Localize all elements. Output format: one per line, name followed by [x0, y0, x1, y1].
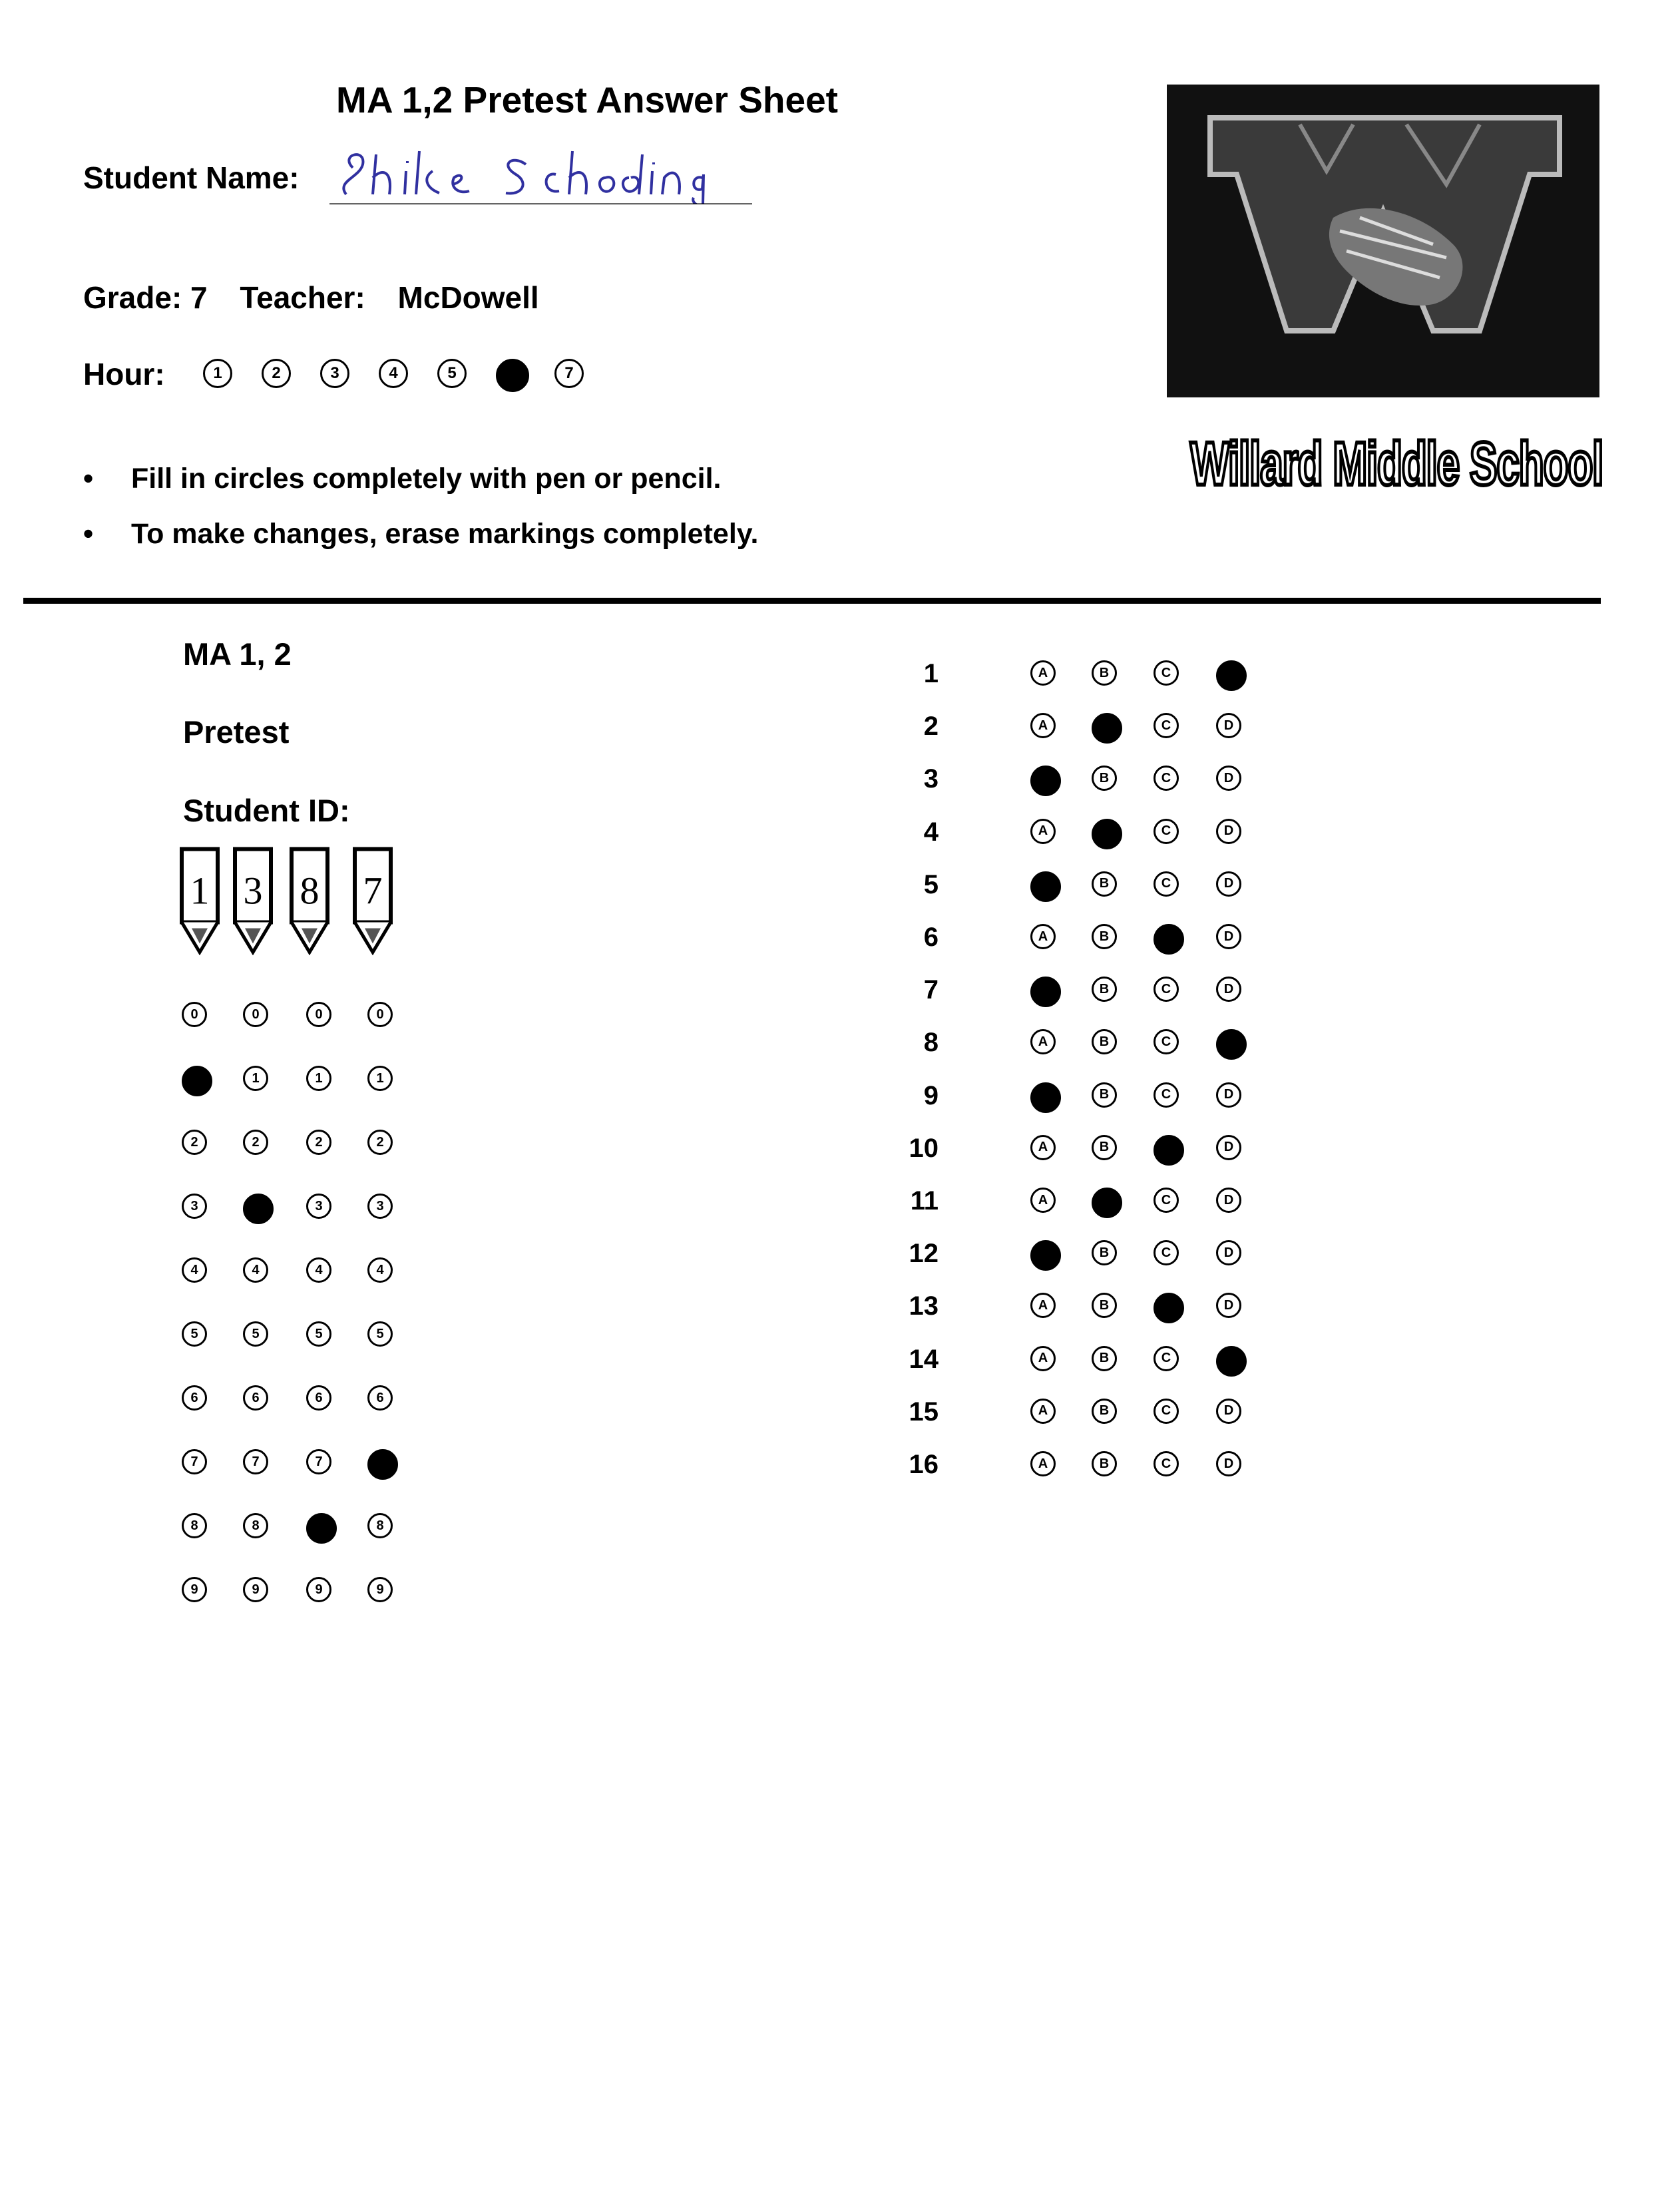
answer-bubble-11-a[interactable]: A	[1030, 1188, 1056, 1213]
teacher-label: Teacher:	[240, 280, 365, 315]
answer-bubble-4-c[interactable]: C	[1154, 819, 1179, 844]
answer-bubble-5-d[interactable]: D	[1216, 871, 1241, 897]
student-id-digit: 1	[190, 869, 210, 913]
answer-bubble-5-c[interactable]: C	[1154, 871, 1179, 897]
answer-bubble-4-d[interactable]: D	[1216, 819, 1241, 844]
answer-bubble-15-b[interactable]: B	[1092, 1399, 1117, 1424]
school-logo-image	[1167, 85, 1599, 397]
student-id-bubble-1-8[interactable]: 8	[182, 1513, 207, 1538]
school-name-logo	[1183, 418, 1609, 501]
student-id-digit: 8	[300, 869, 319, 913]
student-id-box[interactable]	[180, 845, 220, 955]
student-id-bubble-1-4[interactable]: 4	[182, 1257, 207, 1283]
answer-bubble-16-d[interactable]: D	[1216, 1451, 1241, 1476]
student-id-digit: 7	[363, 869, 383, 913]
answer-bubble-3-c[interactable]: C	[1154, 766, 1179, 791]
answer-bubble-2-c[interactable]: C	[1154, 713, 1179, 738]
question-number: 8	[923, 1028, 939, 1058]
student-id-bubble-4-7[interactable]: 7	[367, 1449, 398, 1480]
answer-bubble-4-b[interactable]: B	[1092, 819, 1122, 849]
answer-bubble-6-d[interactable]: D	[1216, 924, 1241, 949]
student-id-bubble-3-7[interactable]: 7	[306, 1449, 331, 1474]
answer-bubble-4-a[interactable]: A	[1030, 819, 1056, 844]
student-id-digit: 3	[243, 869, 263, 913]
answer-bubble-10-c[interactable]: C	[1154, 1135, 1184, 1166]
student-id-bubble-2-2[interactable]: 2	[243, 1130, 268, 1155]
answer-bubble-1-d[interactable]: D	[1216, 660, 1247, 691]
answer-bubble-5-b[interactable]: B	[1092, 871, 1117, 897]
answer-bubble-3-b[interactable]: B	[1092, 766, 1117, 791]
bullet-icon: •	[83, 518, 94, 550]
answer-bubble-6-a[interactable]: A	[1030, 924, 1056, 949]
answer-bubble-13-d[interactable]: D	[1216, 1293, 1241, 1318]
teacher-name: McDowell	[397, 280, 539, 315]
answer-bubble-11-b[interactable]: B	[1092, 1188, 1122, 1218]
svg-text:Willard Middle School: Willard Middle School	[1190, 430, 1603, 498]
grade-teacher-row	[83, 280, 563, 316]
grade-label: Grade: 7	[83, 280, 208, 315]
student-id-bubble-2-5[interactable]: 5	[243, 1321, 268, 1347]
student-id-bubble-1-9[interactable]: 9	[182, 1577, 207, 1602]
section-divider	[23, 598, 1601, 604]
question-number: 6	[923, 923, 939, 952]
answer-bubble-6-c[interactable]: C	[1154, 924, 1184, 955]
answer-bubble-8-b[interactable]: B	[1092, 1029, 1117, 1054]
answer-bubble-1-b[interactable]: B	[1092, 660, 1117, 686]
student-id-bubble-4-4[interactable]: 4	[367, 1257, 393, 1283]
student-id-bubble-4-1[interactable]: 1	[367, 1066, 393, 1091]
student-id-bubble-3-2[interactable]: 2	[306, 1130, 331, 1155]
question-number: 11	[910, 1186, 939, 1215]
student-id-bubble-4-5[interactable]: 5	[367, 1321, 393, 1347]
answer-bubble-10-a[interactable]: A	[1030, 1135, 1056, 1160]
answer-bubble-5-a[interactable]: A	[1030, 871, 1061, 902]
answer-bubble-7-d[interactable]: D	[1216, 977, 1241, 1002]
answer-bubble-14-a[interactable]: A	[1030, 1346, 1056, 1371]
student-id-bubble-3-5[interactable]: 5	[306, 1321, 331, 1347]
question-number: 14	[909, 1344, 939, 1374]
answer-bubble-12-d[interactable]: D	[1216, 1240, 1241, 1265]
answer-bubble-8-d[interactable]: D	[1216, 1029, 1247, 1060]
student-id-bubble-3-8[interactable]: 8	[306, 1513, 337, 1544]
hour-label: Hour:	[83, 357, 165, 391]
question-number: 16	[909, 1450, 939, 1479]
student-id-bubble-1-2[interactable]: 2	[182, 1130, 207, 1155]
question-number: 1	[923, 659, 939, 688]
bullet-icon: •	[83, 463, 94, 495]
answer-bubble-16-a[interactable]: A	[1030, 1451, 1056, 1476]
answer-bubble-12-a[interactable]: A	[1030, 1240, 1061, 1271]
student-id-bubble-3-3[interactable]: 3	[306, 1194, 331, 1219]
student-id-bubble-2-4[interactable]: 4	[243, 1257, 268, 1283]
student-id-bubble-1-0[interactable]: 0	[182, 1002, 207, 1027]
answer-bubble-1-c[interactable]: C	[1154, 660, 1179, 686]
hour-bubble-5[interactable]: 5	[437, 359, 467, 388]
answer-bubble-7-b[interactable]: B	[1092, 977, 1117, 1002]
course-label: MA 1, 2	[183, 636, 292, 672]
answer-bubble-13-c[interactable]: C	[1154, 1293, 1184, 1323]
instruction-text: Fill in circles completely with pen or pencil.	[131, 463, 722, 495]
student-id-bubble-2-1[interactable]: 1	[243, 1066, 268, 1091]
answer-bubble-1-a[interactable]: A	[1030, 660, 1056, 686]
student-id-bubble-1-1[interactable]: 1	[182, 1066, 212, 1096]
answer-bubble-14-b[interactable]: B	[1092, 1346, 1117, 1371]
student-id-bubble-3-4[interactable]: 4	[306, 1257, 331, 1283]
student-id-bubble-1-7[interactable]: 7	[182, 1449, 207, 1474]
answer-bubble-11-d[interactable]: D	[1216, 1188, 1241, 1213]
answer-bubble-11-c[interactable]: C	[1154, 1188, 1179, 1213]
student-id-box[interactable]	[290, 845, 329, 955]
student-id-bubble-2-3[interactable]: 3	[243, 1194, 274, 1224]
student-id-bubble-2-8[interactable]: 8	[243, 1513, 268, 1538]
student-name-signature	[326, 141, 752, 204]
student-id-bubble-4-6[interactable]: 6	[367, 1385, 393, 1411]
student-id-bubble-1-5[interactable]: 5	[182, 1321, 207, 1347]
student-id-bubble-4-3[interactable]: 3	[367, 1194, 393, 1219]
answer-bubble-15-a[interactable]: A	[1030, 1399, 1056, 1424]
answer-bubble-15-c[interactable]: C	[1154, 1399, 1179, 1424]
answer-bubble-3-d[interactable]: D	[1216, 766, 1241, 791]
answer-bubble-9-c[interactable]: C	[1154, 1082, 1179, 1108]
instruction-text: To make changes, erase markings completely.	[131, 518, 759, 550]
answer-bubble-12-b[interactable]: B	[1092, 1240, 1117, 1265]
answer-bubble-2-b[interactable]: B	[1092, 713, 1122, 744]
question-number: 9	[923, 1080, 939, 1110]
answer-bubble-3-a[interactable]: A	[1030, 766, 1061, 796]
answer-bubble-8-a[interactable]: A	[1030, 1029, 1056, 1054]
answer-bubble-10-b[interactable]: B	[1092, 1135, 1117, 1160]
answer-bubble-13-b[interactable]: B	[1092, 1293, 1117, 1318]
student-id-bubble-2-9[interactable]: 9	[243, 1577, 268, 1602]
question-number: 10	[909, 1133, 939, 1163]
student-id-bubble-3-9[interactable]: 9	[306, 1577, 331, 1602]
hour-bubble-7[interactable]: 7	[554, 359, 584, 388]
answer-bubble-7-a[interactable]: A	[1030, 977, 1061, 1007]
instruction-item	[83, 518, 758, 551]
answer-bubble-6-b[interactable]: B	[1092, 924, 1117, 949]
test-label: Pretest	[183, 714, 290, 750]
answer-bubble-10-d[interactable]: D	[1216, 1135, 1241, 1160]
student-id-bubble-2-0[interactable]: 0	[243, 1002, 268, 1027]
answer-bubble-13-a[interactable]: A	[1030, 1293, 1056, 1318]
question-number: 7	[923, 975, 939, 1005]
answer-bubble-2-a[interactable]: A	[1030, 713, 1056, 738]
answer-bubble-15-d[interactable]: D	[1216, 1399, 1241, 1424]
student-id-bubble-3-0[interactable]: 0	[306, 1002, 331, 1027]
student-id-bubble-2-7[interactable]: 7	[243, 1449, 268, 1474]
page-title: MA 1,2 Pretest Answer Sheet	[336, 79, 838, 120]
student-id-bubble-4-9[interactable]: 9	[367, 1577, 393, 1602]
question-number: 2	[923, 712, 939, 742]
student-id-bubble-1-3[interactable]: 3	[182, 1194, 207, 1219]
student-id-bubble-4-8[interactable]: 8	[367, 1513, 393, 1538]
question-number: 5	[923, 869, 939, 899]
answer-bubble-2-d[interactable]: D	[1216, 713, 1241, 738]
answer-bubble-12-c[interactable]: C	[1154, 1240, 1179, 1265]
answer-bubble-14-d[interactable]: D	[1216, 1346, 1247, 1377]
hour-bubble-6[interactable]: 6	[496, 359, 529, 392]
answer-bubble-16-c[interactable]: C	[1154, 1451, 1179, 1476]
hour-bubble-1[interactable]: 1	[203, 359, 232, 388]
question-number: 4	[923, 817, 939, 847]
student-id-bubble-4-2[interactable]: 2	[367, 1130, 393, 1155]
answer-bubble-9-a[interactable]: A	[1030, 1082, 1061, 1113]
question-number: 13	[909, 1291, 939, 1321]
answer-bubble-9-d[interactable]: D	[1216, 1082, 1241, 1108]
hour-bubble-4[interactable]: 4	[379, 359, 408, 388]
answer-bubble-14-c[interactable]: C	[1154, 1346, 1179, 1371]
question-number: 3	[923, 764, 939, 794]
student-id-bubble-4-0[interactable]: 0	[367, 1002, 393, 1027]
student-id-label: Student ID:	[183, 793, 350, 828]
instruction-item	[83, 463, 722, 495]
hour-bubble-3[interactable]: 3	[320, 359, 349, 388]
student-id-bubble-1-6[interactable]: 6	[182, 1385, 207, 1411]
student-id-bubble-3-1[interactable]: 1	[306, 1066, 331, 1091]
student-id-box[interactable]	[353, 845, 393, 955]
question-number: 15	[909, 1397, 939, 1427]
student-id-bubble-2-6[interactable]: 6	[243, 1385, 268, 1411]
hour-bubble-2[interactable]: 2	[262, 359, 291, 388]
student-name-label: Student Name:	[83, 160, 300, 195]
student-id-bubble-3-6[interactable]: 6	[306, 1385, 331, 1411]
question-number: 12	[909, 1239, 939, 1269]
answer-bubble-8-c[interactable]: C	[1154, 1029, 1179, 1054]
answer-bubble-16-b[interactable]: B	[1092, 1451, 1117, 1476]
answer-bubble-7-c[interactable]: C	[1154, 977, 1179, 1002]
student-id-box[interactable]	[233, 845, 273, 955]
answer-bubble-9-b[interactable]: B	[1092, 1082, 1117, 1108]
